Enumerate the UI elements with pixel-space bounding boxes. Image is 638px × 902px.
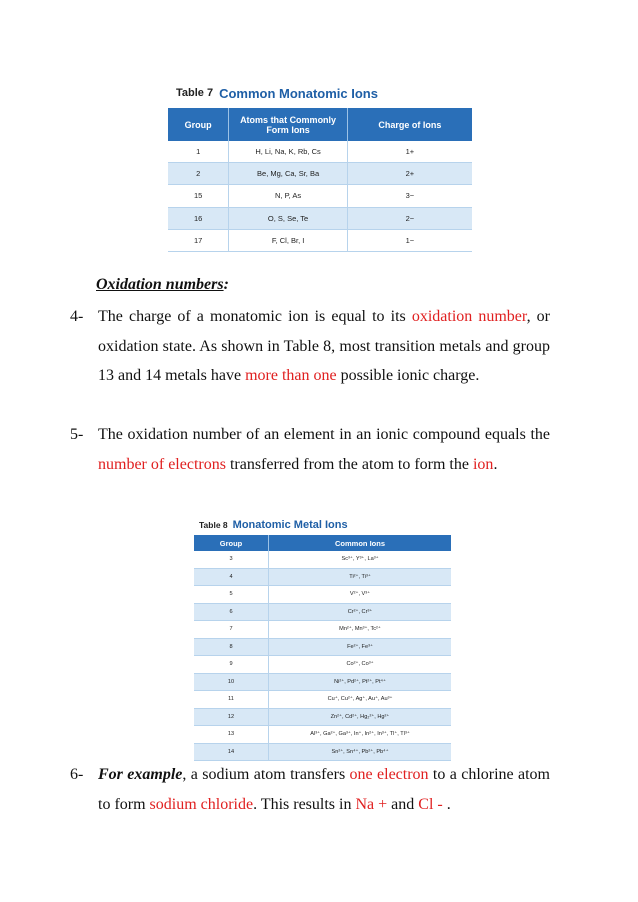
highlight-sodium-chloride: sodium chloride xyxy=(149,795,254,813)
table-7-header-group: Group xyxy=(168,108,229,141)
item-body xyxy=(98,420,550,479)
table-7-grid xyxy=(168,108,472,252)
table-cell: 14 xyxy=(194,743,269,761)
table-row xyxy=(194,673,451,691)
table-cell: 1+ xyxy=(347,141,472,163)
item-text: possible ionic charge. xyxy=(336,367,480,384)
item-text: , a sodium atom transfers xyxy=(182,766,350,783)
table-cell: 11 xyxy=(194,691,269,709)
table-cell: 5 xyxy=(194,586,269,604)
table-row xyxy=(194,551,451,568)
table-row xyxy=(194,656,451,674)
table-cell: Be, Mg, Ca, Sr, Ba xyxy=(229,163,348,185)
table-7 xyxy=(168,78,472,245)
item-text: to a chlorine atom to form xyxy=(98,766,551,813)
item-text: . xyxy=(442,795,451,813)
table-row xyxy=(168,229,472,251)
highlight-na-plus: Na + xyxy=(355,795,388,813)
highlight-one-electron: one electron xyxy=(349,766,429,783)
table-cell: Ni²⁺, Pd²⁺, Pt²⁺, Pt⁴⁺ xyxy=(269,673,451,691)
heading-text: Oxidation numbers xyxy=(96,276,224,293)
table-row xyxy=(194,603,451,621)
table-cell: V²⁺, V³⁺ xyxy=(269,586,451,604)
table-row xyxy=(168,163,472,185)
oxidation-numbers-heading xyxy=(96,276,229,294)
table-cell: 12 xyxy=(194,708,269,726)
item-number: 4- xyxy=(70,308,84,325)
table-cell: Zn²⁺, Cd²⁺, Hg₂²⁺, Hg²⁺ xyxy=(269,708,451,726)
table-cell: 3 xyxy=(194,551,269,568)
table-7-header-charge: Charge of Ions xyxy=(347,108,472,141)
table-cell: 15 xyxy=(168,185,229,207)
table-cell: F, Cl, Br, I xyxy=(229,229,348,251)
list-item-6 xyxy=(70,760,550,819)
highlight-cl-minus: Cl - xyxy=(418,795,443,813)
item-body xyxy=(98,760,550,819)
table-cell: 7 xyxy=(194,621,269,639)
table-8-grid xyxy=(194,535,451,761)
table-cell: 6 xyxy=(194,603,269,621)
table-cell: 9 xyxy=(194,656,269,674)
table-7-header-atoms: Atoms that Commonly Form Ions xyxy=(229,108,348,141)
item-text: . xyxy=(493,455,498,473)
table-row xyxy=(194,586,451,604)
table-cell: 17 xyxy=(168,229,229,251)
table-cell: Sc³⁺, Y³⁺, La³⁺ xyxy=(269,551,451,568)
table-cell: 8 xyxy=(194,638,269,656)
item-text: The oxidation number of an element in an ionic compound equals the xyxy=(98,426,550,443)
item-number: 6- xyxy=(70,766,84,783)
table-7-number: Table 7 xyxy=(176,87,214,99)
highlight-ion: ion xyxy=(472,455,494,473)
item-text: , or oxidation state. As shown in Table 8, most transition metals and group 13 and 14 metals have xyxy=(98,308,551,384)
table-cell: 10 xyxy=(194,673,269,691)
table-cell: 1− xyxy=(347,229,472,251)
table-7-title: Common Monatomic Ions xyxy=(219,85,378,101)
table-cell: Cr²⁺, Cr³⁺ xyxy=(269,603,451,621)
table-row xyxy=(194,621,451,639)
highlight-number-of-electrons: number of electrons xyxy=(98,455,226,473)
item-number: 5- xyxy=(70,426,84,443)
highlight-more-than-one: more than one xyxy=(245,367,337,384)
table-row xyxy=(168,207,472,229)
item-text: . This results in xyxy=(253,795,356,813)
table-cell: Cu⁺, Cu²⁺, Ag⁺, Au⁺, Au³⁺ xyxy=(269,691,451,709)
table-8-header-group: Group xyxy=(194,535,269,551)
table-cell: 2− xyxy=(347,207,472,229)
table-cell: Al³⁺, Ga²⁺, Ga³⁺, In⁺, In²⁺, In³⁺, Tl⁺, Tl³⁺ xyxy=(269,726,451,744)
table-cell: 2 xyxy=(168,163,229,185)
table-cell: Mn²⁺, Mn³⁺, Tc²⁺ xyxy=(269,621,451,639)
list-item-5 xyxy=(70,420,550,479)
highlight-oxidation-number: oxidation number xyxy=(411,308,527,325)
item-body xyxy=(98,302,550,391)
table-cell: Fe²⁺, Fe³⁺ xyxy=(269,638,451,656)
table-cell: 1 xyxy=(168,141,229,163)
for-example-label: For example xyxy=(98,766,183,783)
table-row xyxy=(194,568,451,586)
table-row xyxy=(168,185,472,207)
list-item-4 xyxy=(70,302,550,391)
table-cell: 16 xyxy=(168,207,229,229)
table-cell: O, S, Se, Te xyxy=(229,207,348,229)
table-row xyxy=(194,708,451,726)
table-cell: 13 xyxy=(194,726,269,744)
table-7-caption xyxy=(168,78,472,108)
table-cell: Co²⁺, Co³⁺ xyxy=(269,656,451,674)
table-row xyxy=(194,638,451,656)
heading-colon: : xyxy=(223,276,229,293)
item-text: transferred from the atom to form the xyxy=(225,455,473,473)
item-text: and xyxy=(387,795,419,813)
table-row xyxy=(194,743,451,761)
item-text: The charge of a monatomic ion is equal to its xyxy=(98,308,412,325)
table-cell: H, Li, Na, K, Rb, Cs xyxy=(229,141,348,163)
table-8-header-ions: Common Ions xyxy=(269,535,451,551)
table-8-title: Monatomic Metal Ions xyxy=(232,518,348,531)
table-8 xyxy=(194,514,451,755)
table-8-caption xyxy=(194,514,451,535)
table-cell: 3− xyxy=(347,185,472,207)
table-cell: 4 xyxy=(194,568,269,586)
table-row xyxy=(194,726,451,744)
table-cell: Sn²⁺, Sn⁴⁺, Pb²⁺, Pb⁴⁺ xyxy=(269,743,451,761)
table-cell: 2+ xyxy=(347,163,472,185)
table-cell: Ti²⁺, Ti³⁺ xyxy=(269,568,451,586)
table-row xyxy=(194,691,451,709)
table-cell: N, P, As xyxy=(229,185,348,207)
table-8-number: Table 8 xyxy=(199,519,228,530)
table-row xyxy=(168,141,472,163)
